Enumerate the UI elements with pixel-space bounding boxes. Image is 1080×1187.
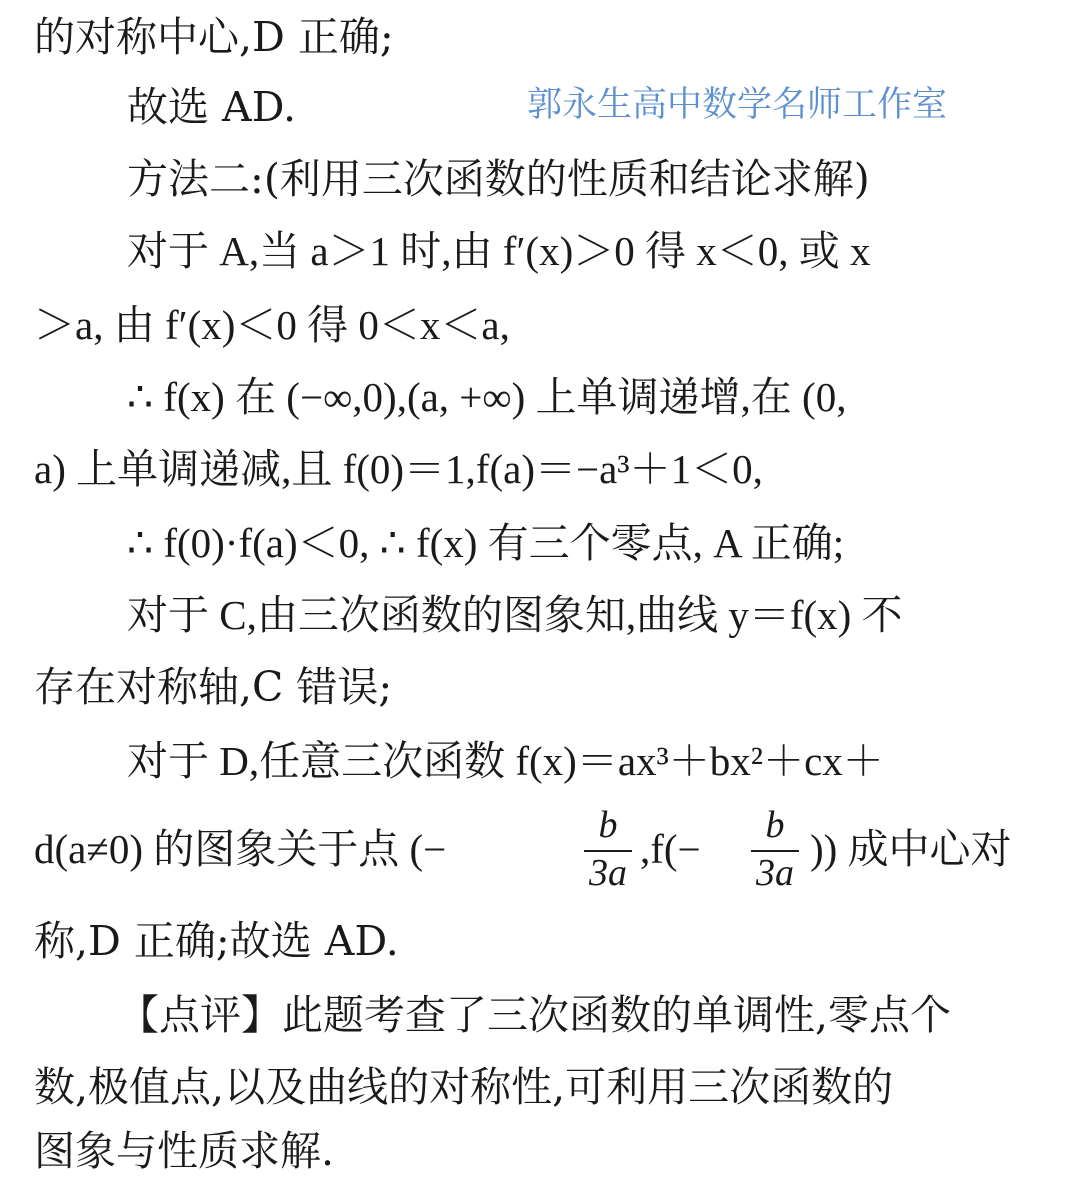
line-13-text: 称,D 正确;故选 AD. xyxy=(34,917,399,965)
line-12-part-b: ,f(− xyxy=(640,826,701,872)
watermark-text: 郭永生高中数学名师工作室 xyxy=(527,85,948,125)
line-10-text: 存在对称轴,C 错误; xyxy=(34,663,393,711)
line-15-text: 数,极值点,以及曲线的对称性,可利用三次函数的 xyxy=(34,1063,894,1111)
line-12-part-a: d(a≠0) 的图象关于点 (− xyxy=(34,826,447,872)
fraction-denominator: 3a xyxy=(589,852,627,894)
line-6-text: ∴ f(x) 在 (−∞,0),(a, +∞) 上单调递增,在 (0, xyxy=(127,374,847,420)
line-12-part-c: )) 成中心对 xyxy=(810,826,1012,872)
fraction-denominator: 3a xyxy=(756,852,794,894)
text-line-8 xyxy=(0,508,1080,578)
line-4-text: 对于 A,当 a＞1 时,由 f′(x)＞0 得 x＜0, 或 x xyxy=(127,228,871,274)
line-16-text: 图象与性质求解. xyxy=(34,1127,335,1175)
text-line-15 xyxy=(0,1052,1080,1122)
text-line-14 xyxy=(0,980,1080,1050)
fraction-numerator: b xyxy=(598,804,618,846)
text-line-4 xyxy=(0,216,1080,286)
text-line-5 xyxy=(0,290,1080,360)
text-line-12 xyxy=(0,814,1080,884)
text-line-16 xyxy=(0,1116,1080,1186)
text-line-7 xyxy=(0,434,1080,504)
text-line-1 xyxy=(0,2,1080,72)
text-line-9 xyxy=(0,580,1080,650)
line-8-text: ∴ f(0)·f(a)＜0, ∴ f(x) 有三个零点, A 正确; xyxy=(127,520,845,566)
text-line-3 xyxy=(0,144,1080,214)
text-line-10 xyxy=(0,652,1080,722)
line-1-text: 的对称中心,D 正确; xyxy=(34,13,394,61)
fraction-numerator: b xyxy=(765,804,785,846)
line-14-text: 【点评】此题考查了三次函数的单调性,零点个 xyxy=(118,991,952,1039)
line-9-text: 对于 C,由三次函数的图象知,曲线 y＝f(x) 不 xyxy=(127,592,903,638)
line-7-text: a) 上单调递减,且 f(0)＝1,f(a)＝−a³＋1＜0, xyxy=(34,446,763,492)
text-line-11 xyxy=(0,726,1080,796)
line-3-text: 方法二:(利用三次函数的性质和结论求解) xyxy=(127,155,870,203)
line-5-text: ＞a, 由 f′(x)＜0 得 0＜x＜a, xyxy=(34,302,510,348)
line-11-text: 对于 D,任意三次函数 f(x)＝ax³＋bx²＋cx＋ xyxy=(127,738,884,784)
text-line-6 xyxy=(0,362,1080,432)
line-2-text: 故选 AD. xyxy=(127,83,297,131)
text-line-13 xyxy=(0,906,1080,976)
